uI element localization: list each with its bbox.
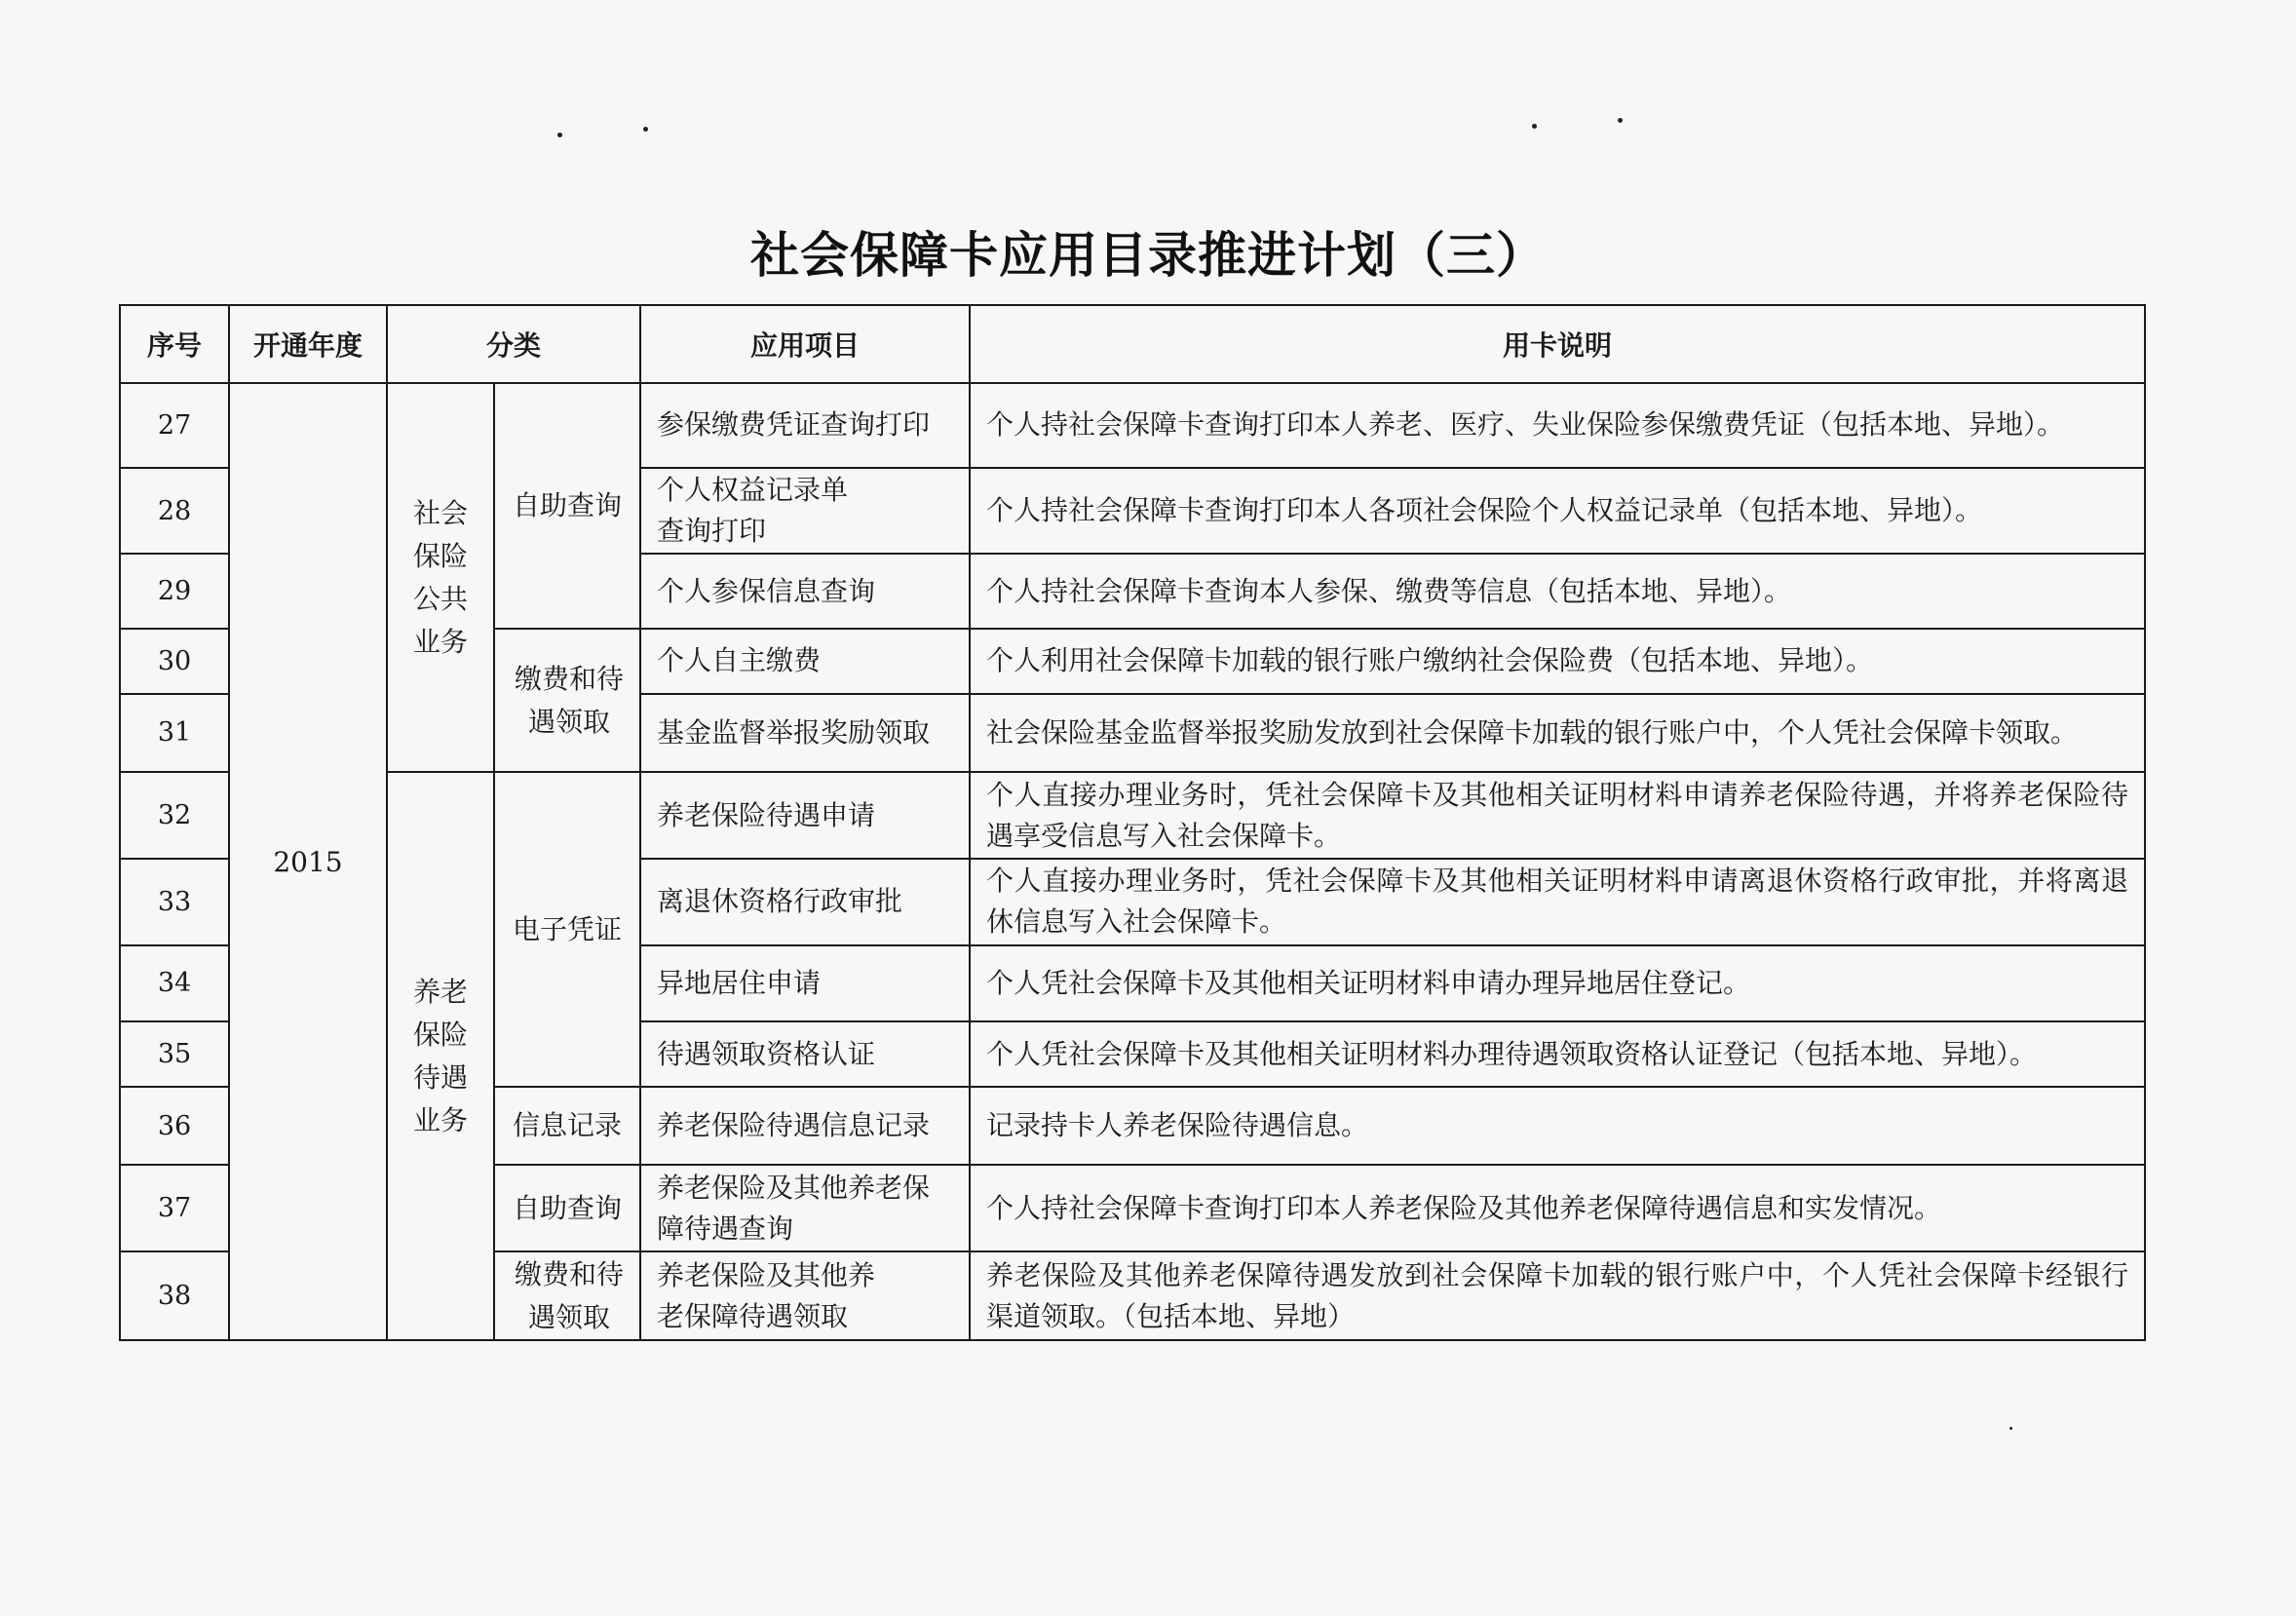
row-seq: 28 [120, 468, 229, 555]
table-row [120, 772, 2145, 859]
header-row [120, 305, 2145, 383]
row-item [640, 468, 970, 555]
row-desc: 个人持社会保障卡查询打印本人各项社会保险个人权益记录单（包括本地、异地）。 [970, 468, 2145, 555]
row-desc: 养老保险及其他养老保障待遇发放到社会保障卡加载的银行账户中，个人凭社会保障卡经银行渠道领取。（包括本地、异地） [970, 1251, 2145, 1340]
page-title: 社会保障卡应用目录推进计划（三） [750, 227, 1546, 284]
row-item: 养老保险待遇信息记录 [640, 1087, 970, 1166]
row-desc: 个人直接办理业务时，凭社会保障卡及其他相关证明材料申请养老保险待遇，并将养老保险待遇享受信息写入社会保障卡。 [970, 772, 2145, 859]
row-item [640, 1251, 970, 1340]
group-pension-benefits [387, 772, 494, 1340]
row-desc: 个人凭社会保障卡及其他相关证明材料办理待遇领取资格认证登记（包括本地、异地）。 [970, 1021, 2145, 1087]
header-item: 应用项目 [640, 305, 970, 383]
scan-speck [643, 127, 648, 132]
subcat-payment [494, 1251, 640, 1340]
row-item-text: 个人权益记录单查询打印 [657, 474, 849, 548]
row-desc: 记录持卡人养老保险待遇信息。 [970, 1087, 2145, 1166]
header-category: 分类 [387, 305, 640, 383]
row-item: 离退休资格行政审批 [640, 859, 970, 945]
row-seq: 32 [120, 772, 229, 859]
row-seq: 34 [120, 945, 229, 1022]
row-desc: 个人持社会保障卡查询打印本人养老保险及其他养老保障待遇信息和实发情况。 [970, 1165, 2145, 1251]
row-desc: 个人持社会保障卡查询打印本人养老、医疗、失业保险参保缴费凭证（包括本地、异地）。 [970, 383, 2145, 468]
row-desc: 社会保险基金监督举报奖励发放到社会保障卡加载的银行账户中，个人凭社会保障卡领取。 [970, 694, 2145, 773]
group-public-insurance [387, 383, 494, 772]
row-item: 养老保险待遇申请 [640, 772, 970, 859]
subcat-self-query: 自助查询 [494, 1165, 640, 1251]
row-seq: 27 [120, 383, 229, 468]
header-year: 开通年度 [229, 305, 387, 383]
scan-speck [1618, 118, 1623, 123]
row-item: 待遇领取资格认证 [640, 1021, 970, 1087]
table-row [120, 383, 2145, 468]
row-seq: 31 [120, 694, 229, 773]
catalog-table [119, 304, 2146, 1341]
row-desc: 个人直接办理业务时，凭社会保障卡及其他相关证明材料申请离退休资格行政审批，并将离退休信息写入社会保障卡。 [970, 859, 2145, 945]
row-item: 个人自主缴费 [640, 629, 970, 694]
subcat-payment [494, 629, 640, 772]
subcat-info-record: 信息记录 [494, 1087, 640, 1166]
row-item: 参保缴费凭证查询打印 [640, 383, 970, 468]
row-seq: 38 [120, 1251, 229, 1340]
row-item: 异地居住申请 [640, 945, 970, 1022]
row-item-text: 养老保险及其他养老保障待遇查询 [657, 1171, 931, 1245]
subcat-e-voucher: 电子凭证 [494, 772, 640, 1087]
row-seq: 30 [120, 629, 229, 694]
row-seq: 33 [120, 859, 229, 945]
row-desc: 个人利用社会保障卡加载的银行账户缴纳社会保险费（包括本地、异地）。 [970, 629, 2145, 694]
year-cell: 2015 [229, 383, 387, 1340]
row-item [640, 1165, 970, 1251]
header-seq: 序号 [120, 305, 229, 383]
scan-speck [2009, 1427, 2012, 1430]
row-item: 个人参保信息查询 [640, 554, 970, 629]
row-seq: 35 [120, 1021, 229, 1087]
row-desc: 个人持社会保障卡查询本人参保、缴费等信息（包括本地、异地）。 [970, 554, 2145, 629]
group-label: 社会保险公共业务 [412, 496, 468, 658]
row-seq: 36 [120, 1087, 229, 1166]
subcat-self-query: 自助查询 [494, 383, 640, 629]
row-seq: 37 [120, 1165, 229, 1251]
group-label: 养老保险待遇业务 [412, 975, 468, 1136]
scan-speck [557, 133, 562, 137]
row-item-text: 养老保险及其他养老保障待遇领取 [657, 1258, 876, 1332]
header-desc: 用卡说明 [970, 305, 2145, 383]
scan-speck [1532, 124, 1537, 129]
row-item: 基金监督举报奖励领取 [640, 694, 970, 773]
row-seq: 29 [120, 554, 229, 629]
row-desc: 个人凭社会保障卡及其他相关证明材料申请办理异地居住登记。 [970, 945, 2145, 1022]
subcat-label: 缴费和待遇领取 [514, 662, 624, 738]
subcat-label: 缴费和待遇领取 [514, 1257, 624, 1333]
